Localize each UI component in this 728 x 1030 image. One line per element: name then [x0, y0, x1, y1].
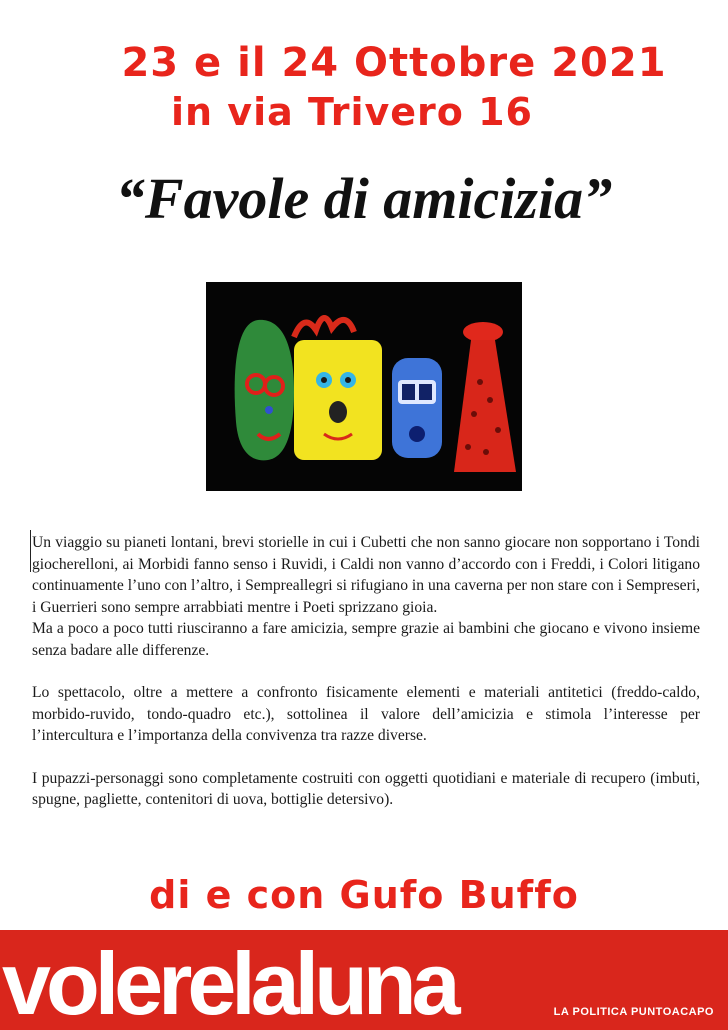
author-credit: di e con Gufo Buffo	[149, 873, 579, 917]
event-address: in via Trivero 16	[171, 90, 533, 134]
description-paragraph-1: Un viaggio su pianeti lontani, brevi storielle in cui i Cubetti che non sanno giocare non sopportano i Tondi giocherelloni, ai Morbidi fanno senso i Ruvidi, i Caldi non vanno d’accordo con i Freddi, i Colori litigano continuamente l’uno con l’altro, i Sempreallegri si rifugiano in una caverna per non stare con i Sempreseri, i Guerrieri sono sempre arrabbiati mentre i Poeti sprizzano gioia.	[32, 534, 700, 616]
margin-rule	[30, 530, 31, 572]
green-puppet	[235, 320, 294, 460]
show-title: “Favole di amicizia”	[115, 166, 613, 231]
description-paragraph-4: I pupazzi-personaggi sono completamente costruiti con oggetti quotidiani e materiale di recupero (imbuti, spugne, pagliette, contenitori di uova, bottiglie detersivo).	[32, 769, 700, 808]
description-paragraph-3: Lo spettacolo, oltre a mettere a confronto fisicamente elementi e materiali antitetici (freddo-caldo, morbido-ruvido, tondo-quadro etc.), sottolinea il valore dell’amicizia e stimola l’interesse per l’intercultura e l’importanza della convivenza tra razze diverse.	[32, 684, 700, 744]
publisher-tagline: LA POLITICA PUNTOACAPO	[553, 1006, 714, 1018]
puppets-photo	[206, 282, 522, 491]
description-paragraph-2: Ma a poco a poco tutti riusciranno a fare amicizia, sempre grazie ai bambini che giocano e vivono insieme senza badare alle differenze.	[32, 620, 700, 659]
puppets-illustration	[206, 282, 522, 491]
show-description	[32, 532, 700, 832]
event-date: 23 e il 24 Ottobre 2021	[121, 40, 667, 86]
publisher-banner	[0, 930, 728, 1030]
blue-puppet	[392, 358, 442, 458]
publisher-logo: volerelaluna	[2, 934, 456, 1030]
